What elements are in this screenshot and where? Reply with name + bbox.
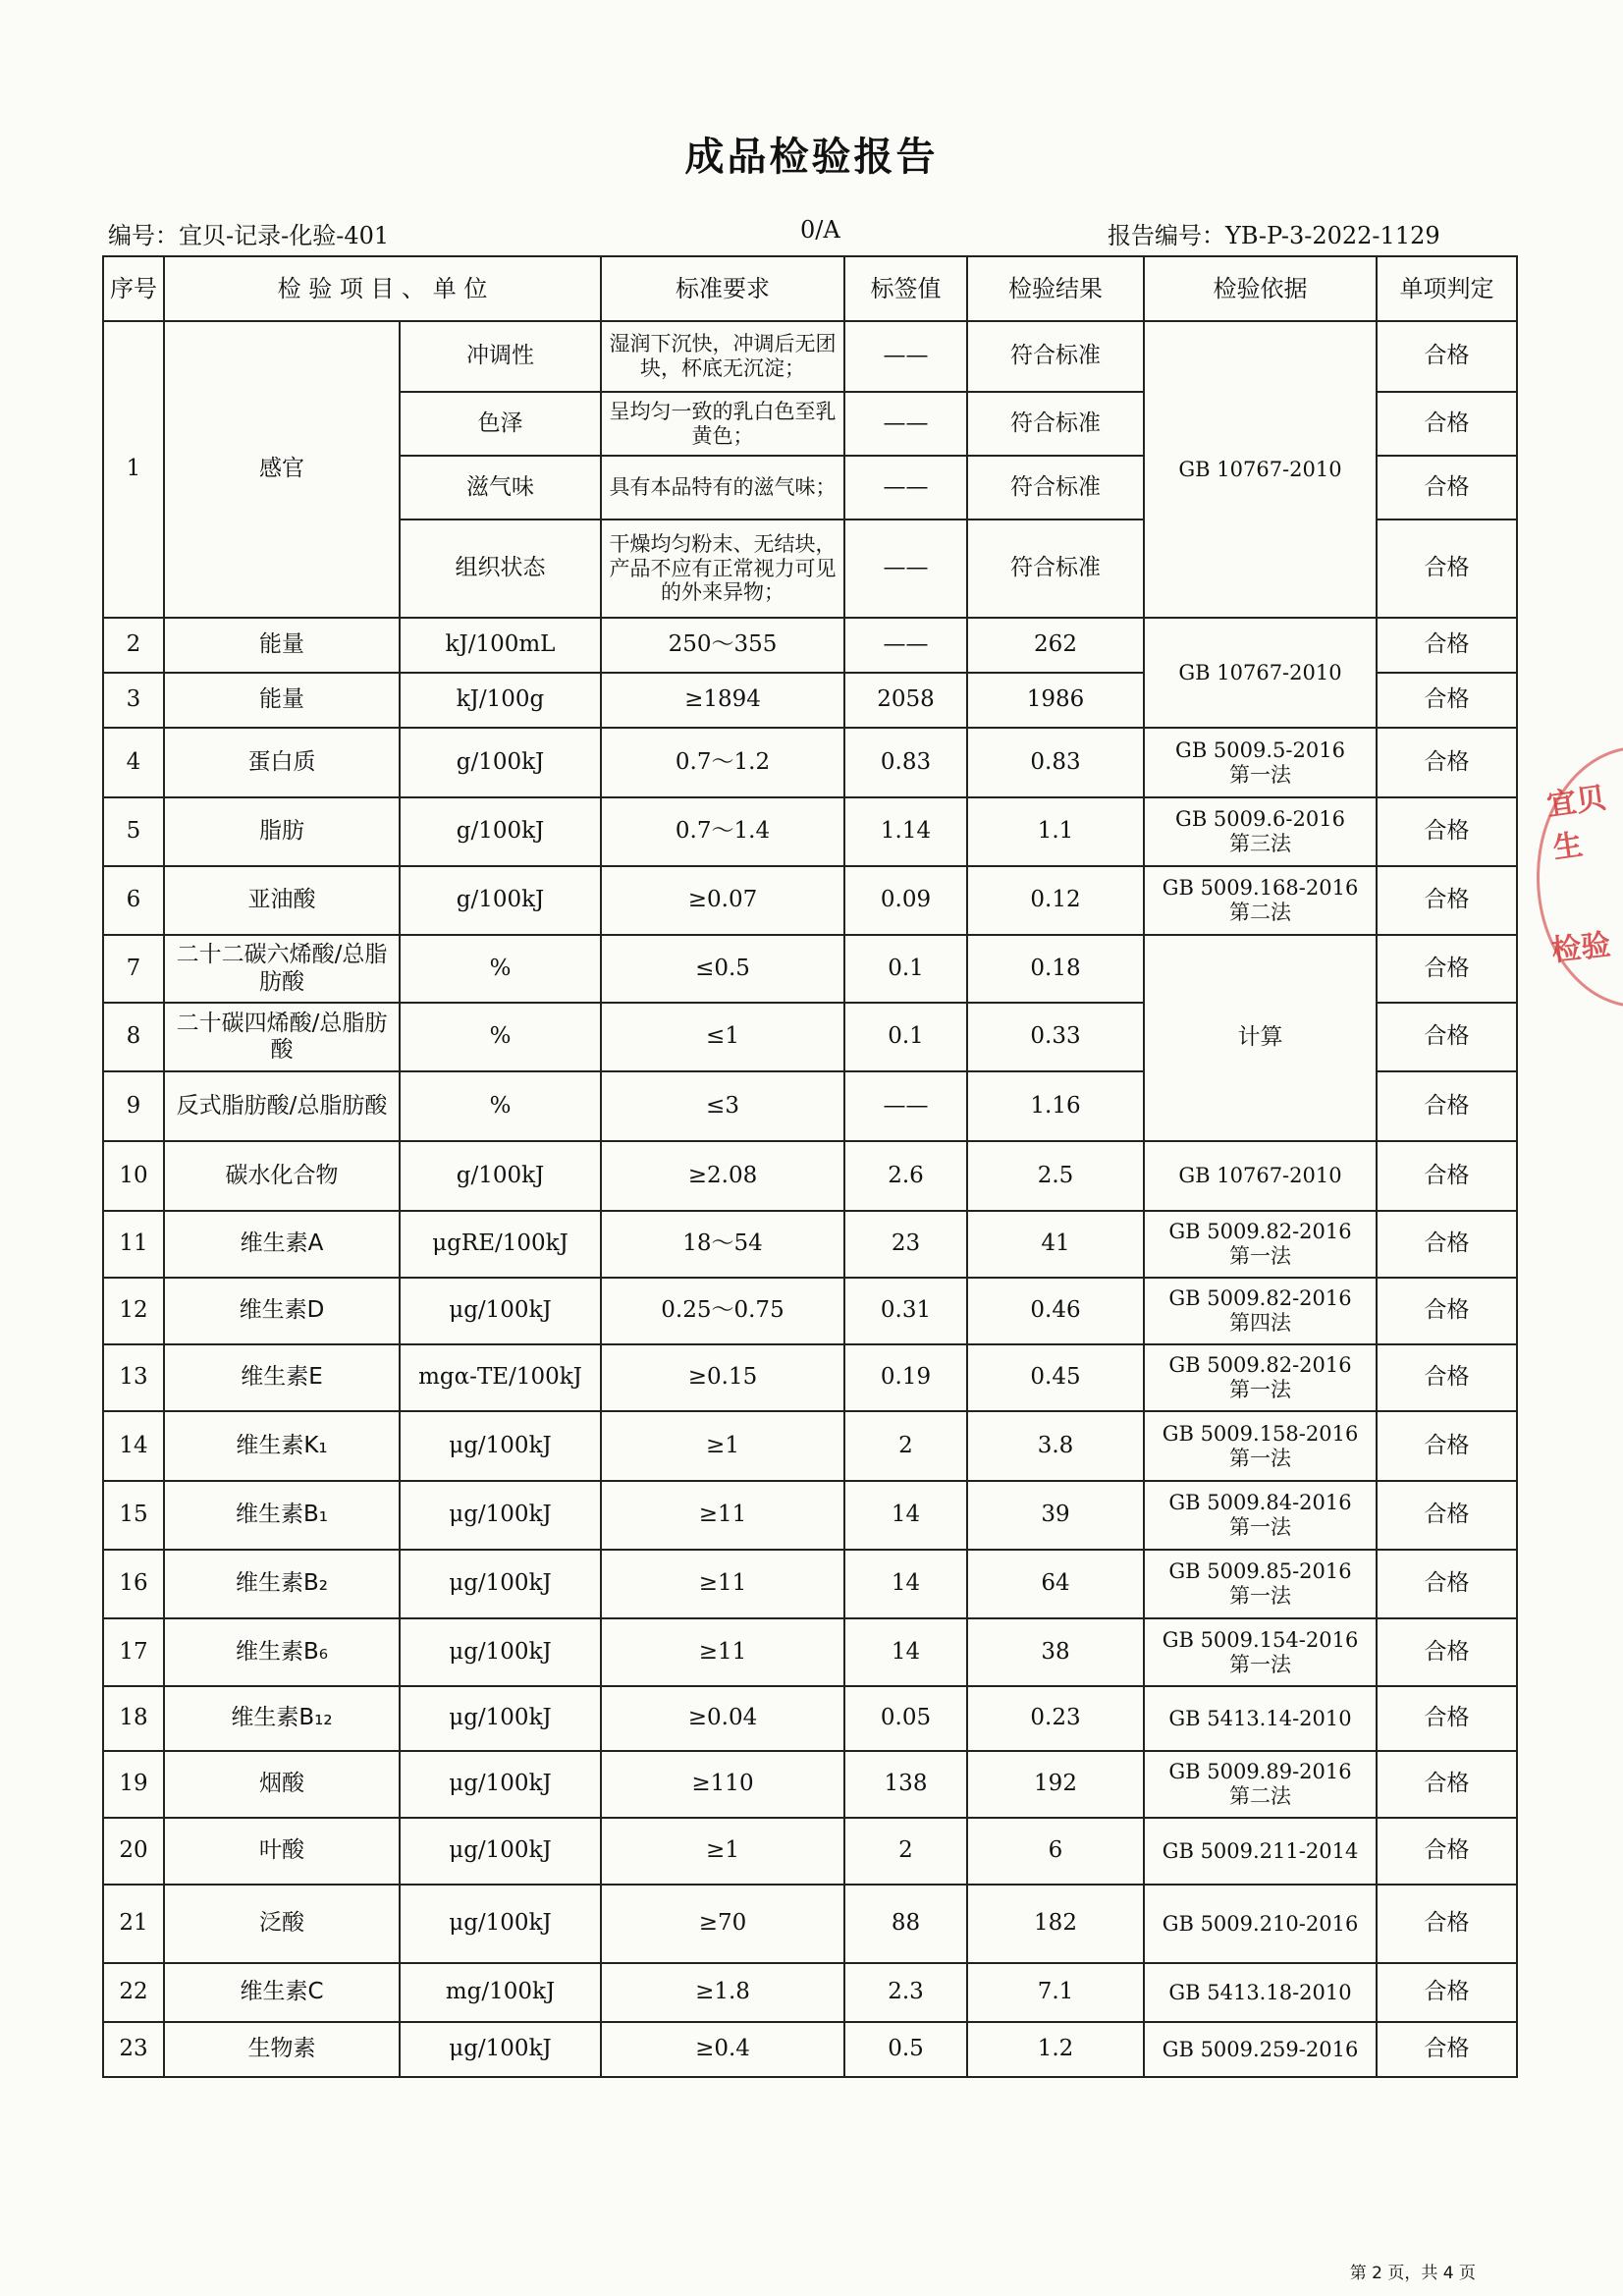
basis-standard: GB 5009.154-2016	[1162, 1627, 1359, 1652]
row-judgement: 合格	[1377, 1550, 1517, 1618]
row-item: 能量	[164, 673, 400, 728]
row-unit: μg/100kJ	[400, 1481, 601, 1550]
row-label-value: ——	[844, 519, 967, 618]
row-item: 维生素D	[164, 1278, 400, 1344]
row-result: 2.5	[967, 1141, 1144, 1211]
row-no: 15	[103, 1481, 164, 1550]
table-row	[103, 2022, 1517, 2077]
row-basis	[1144, 1751, 1377, 1818]
row-judgement: 合格	[1377, 392, 1517, 456]
row-basis	[1144, 1141, 1377, 1211]
table-row	[103, 321, 1517, 392]
basis-standard: GB 5009.5-2016	[1175, 738, 1345, 762]
row-label-value: 14	[844, 1618, 967, 1686]
row-unit: %	[400, 1003, 601, 1071]
row-label-value: 0.09	[844, 866, 967, 935]
row-label-value: 14	[844, 1550, 967, 1618]
table-row	[103, 1481, 1517, 1550]
row-unit: μg/100kJ	[400, 2022, 601, 2077]
row-item: 叶酸	[164, 1818, 400, 1885]
row-requirement: ≤3	[601, 1071, 844, 1141]
col-label-value: 标签值	[844, 256, 967, 321]
row-result: 符合标准	[967, 392, 1144, 456]
row-basis	[1144, 1344, 1377, 1411]
row-result: 192	[967, 1751, 1144, 1818]
basis-standard: GB 5009.82-2016	[1168, 1286, 1352, 1311]
row-judgement: 合格	[1377, 935, 1517, 1003]
row-no: 7	[103, 935, 164, 1003]
row-item: 二十二碳六烯酸/总脂肪酸	[164, 935, 400, 1003]
row-result: 3.8	[967, 1411, 1144, 1481]
row-requirement: 250～355	[601, 618, 844, 673]
row-requirement: 0.25～0.75	[601, 1278, 844, 1344]
table-row	[103, 1550, 1517, 1618]
row-no: 3	[103, 673, 164, 728]
row-result: 0.12	[967, 866, 1144, 935]
row-unit: %	[400, 1071, 601, 1141]
row-unit: μg/100kJ	[400, 1818, 601, 1885]
row-basis	[1144, 1885, 1377, 1963]
row-result: 0.33	[967, 1003, 1144, 1071]
row-item: 维生素B₁	[164, 1481, 400, 1550]
row-label-value: 0.31	[844, 1278, 967, 1344]
row-requirement: ≥1.8	[601, 1963, 844, 2022]
report-number: 报告编号：YB-P-3-2022-1129	[1108, 222, 1440, 249]
row-result: 38	[967, 1618, 1144, 1686]
row-unit: μg/100kJ	[400, 1686, 601, 1751]
row-item: 维生素B₂	[164, 1550, 400, 1618]
table-row	[103, 1885, 1517, 1963]
row-label-value: 88	[844, 1885, 967, 1963]
basis-standard: GB 5009.6-2016	[1175, 807, 1345, 832]
basis-standard: GB 5413.18-2010	[1168, 1980, 1352, 2004]
row-unit: kJ/100g	[400, 673, 601, 728]
basis-standard: GB 5009.84-2016	[1168, 1491, 1352, 1515]
row-item: 维生素K₁	[164, 1411, 400, 1481]
row-no: 19	[103, 1751, 164, 1818]
row-requirement: ≥2.08	[601, 1141, 844, 1211]
row-judgement: 合格	[1377, 1071, 1517, 1141]
row-judgement: 合格	[1377, 1751, 1517, 1818]
row-judgement: 合格	[1377, 728, 1517, 797]
col-requirement: 标准要求	[601, 256, 844, 321]
row-item: 反式脂肪酸/总脂肪酸	[164, 1071, 400, 1141]
row-unit: %	[400, 935, 601, 1003]
row-no: 4	[103, 728, 164, 797]
table-row	[103, 1618, 1517, 1686]
row-requirement: 18～54	[601, 1211, 844, 1278]
row-item: 二十碳四烯酸/总脂肪酸	[164, 1003, 400, 1071]
row-label-value: 138	[844, 1751, 967, 1818]
row-unit: g/100kJ	[400, 1141, 601, 1211]
col-basis: 检验依据	[1144, 256, 1377, 321]
row-item: 亚油酸	[164, 866, 400, 935]
row-requirement: ≥1	[601, 1411, 844, 1481]
basis-standard: GB 5009.89-2016	[1168, 1760, 1352, 1784]
row-no: 8	[103, 1003, 164, 1071]
basis-method: 第二法	[1229, 1784, 1291, 1808]
table-row	[103, 1963, 1517, 2022]
row-judgement: 合格	[1377, 797, 1517, 866]
row-judgement: 合格	[1377, 1411, 1517, 1481]
row-no: 14	[103, 1411, 164, 1481]
row-item: 泛酸	[164, 1885, 400, 1963]
row-result: 39	[967, 1481, 1144, 1550]
row-judgement: 合格	[1377, 321, 1517, 392]
row-no: 10	[103, 1141, 164, 1211]
row-requirement: ≤0.5	[601, 935, 844, 1003]
table-row	[103, 797, 1517, 866]
row-judgement: 合格	[1377, 456, 1517, 519]
row-unit: μgRE/100kJ	[400, 1211, 601, 1278]
row-judgement: 合格	[1377, 1003, 1517, 1071]
row-label-value: 0.1	[844, 1003, 967, 1071]
row-no: 22	[103, 1963, 164, 2022]
row-no: 12	[103, 1278, 164, 1344]
row-judgement: 合格	[1377, 1686, 1517, 1751]
row-label-value: 1.14	[844, 797, 967, 866]
stamp-text-inspection: 检验	[1549, 927, 1613, 969]
row-item: 蛋白质	[164, 728, 400, 797]
basis-method: 第一法	[1229, 1652, 1291, 1676]
row-no: 16	[103, 1550, 164, 1618]
row-unit: g/100kJ	[400, 797, 601, 866]
row-no: 9	[103, 1071, 164, 1141]
basis-method: 第一法	[1229, 1446, 1291, 1470]
row-judgement: 合格	[1377, 866, 1517, 935]
basis-standard: GB 10767-2010	[1178, 1164, 1342, 1188]
row-unit: μg/100kJ	[400, 1751, 601, 1818]
row-result: 1.1	[967, 797, 1144, 866]
row-label-value: ——	[844, 392, 967, 456]
basis-standard: GB 5009.211-2014	[1162, 1838, 1359, 1863]
row-requirement: ≥1	[601, 1818, 844, 1885]
table-row	[103, 1141, 1517, 1211]
row-result: 1.16	[967, 1071, 1144, 1141]
row-requirement: 具有本品特有的滋气味；	[601, 456, 844, 519]
row-judgement: 合格	[1377, 1885, 1517, 1963]
row-item: 维生素C	[164, 1963, 400, 2022]
row-label-value: ——	[844, 1071, 967, 1141]
row-no: 21	[103, 1885, 164, 1963]
record-number: 编号：宜贝-记录-化验-401	[108, 222, 390, 249]
row-basis	[1144, 866, 1377, 935]
row-label-value: 0.19	[844, 1344, 967, 1411]
row-judgement: 合格	[1377, 618, 1517, 673]
row-requirement: ≥11	[601, 1481, 844, 1550]
basis-standard: GB 5009.168-2016	[1162, 876, 1359, 901]
row-judgement: 合格	[1377, 1481, 1517, 1550]
row-basis	[1144, 1278, 1377, 1344]
row-result: 0.83	[967, 728, 1144, 797]
basis-method: 第一法	[1229, 1378, 1291, 1401]
row-requirement: 0.7～1.2	[601, 728, 844, 797]
basis-standard: GB 5009.85-2016	[1168, 1559, 1352, 1584]
basis-standard: GB 5009.158-2016	[1162, 1421, 1359, 1446]
table-row	[103, 1818, 1517, 1885]
row-label-value: ——	[844, 456, 967, 519]
row-result: 0.23	[967, 1686, 1144, 1751]
row-basis	[1144, 797, 1377, 866]
row-label-value: 0.83	[844, 728, 967, 797]
row-basis	[1144, 1818, 1377, 1885]
row-basis	[1144, 1211, 1377, 1278]
basis-standard: GB 5009.259-2016	[1162, 2037, 1359, 2061]
row-requirement: 湿润下沉快，冲调后无团块，杯底无沉淀；	[601, 321, 844, 392]
basis-method: 第一法	[1229, 1515, 1291, 1539]
row-subitem: 滋气味	[400, 456, 601, 519]
row-no: 23	[103, 2022, 164, 2077]
row-basis	[1144, 728, 1377, 797]
row-result: 0.45	[967, 1344, 1144, 1411]
row-no: 1	[103, 321, 164, 618]
row-label-value: ——	[844, 321, 967, 392]
row-item: 能量	[164, 618, 400, 673]
row-label-value: 0.05	[844, 1686, 967, 1751]
row-label-value: 14	[844, 1481, 967, 1550]
row-label-value: 0.5	[844, 2022, 967, 2077]
row-basis	[1144, 1550, 1377, 1618]
row-no: 18	[103, 1686, 164, 1751]
table-row	[103, 866, 1517, 935]
basis-method: 第二法	[1229, 901, 1291, 924]
basis-method: 第一法	[1229, 762, 1291, 787]
col-no: 序号	[103, 256, 164, 321]
row-unit: mg/100kJ	[400, 1963, 601, 2022]
basis-standard: GB 5413.14-2010	[1168, 1706, 1352, 1730]
row-result: 6	[967, 1818, 1144, 1885]
row-judgement: 合格	[1377, 1278, 1517, 1344]
row-subitem: 冲调性	[400, 321, 601, 392]
inspection-table	[102, 255, 1518, 2078]
row-judgement: 合格	[1377, 1818, 1517, 1885]
row-no: 17	[103, 1618, 164, 1686]
row-no: 5	[103, 797, 164, 866]
row-label-value: 2058	[844, 673, 967, 728]
row-result: 符合标准	[967, 456, 1144, 519]
row-requirement: ≥0.4	[601, 2022, 844, 2077]
row-requirement: ≥0.04	[601, 1686, 844, 1751]
row-item: 感官	[164, 321, 400, 618]
row-judgement: 合格	[1377, 1618, 1517, 1686]
table-row	[103, 728, 1517, 797]
row-item: 维生素B₆	[164, 1618, 400, 1686]
basis-method: 第四法	[1229, 1311, 1291, 1335]
row-item: 生物素	[164, 2022, 400, 2077]
row-result: 64	[967, 1550, 1144, 1618]
row-item: 碳水化合物	[164, 1141, 400, 1211]
row-label-value: 23	[844, 1211, 967, 1278]
row-result: 1.2	[967, 2022, 1144, 2077]
row-requirement: ≥11	[601, 1618, 844, 1686]
row-unit: g/100kJ	[400, 866, 601, 935]
row-basis	[1144, 1481, 1377, 1550]
row-result: 7.1	[967, 1963, 1144, 2022]
row-unit: μg/100kJ	[400, 1278, 601, 1344]
row-judgement: 合格	[1377, 1211, 1517, 1278]
row-no: 13	[103, 1344, 164, 1411]
page-footer: 第 2 页，共 4 页	[1349, 2264, 1476, 2283]
row-judgement: 合格	[1377, 673, 1517, 728]
row-unit: g/100kJ	[400, 728, 601, 797]
row-judgement: 合格	[1377, 1141, 1517, 1211]
table-row	[103, 1751, 1517, 1818]
row-judgement: 合格	[1377, 1344, 1517, 1411]
basis-method: 第一法	[1229, 1584, 1291, 1608]
basis-standard: GB 5009.82-2016	[1168, 1353, 1352, 1378]
row-basis: GB 10767-2010	[1144, 618, 1377, 728]
col-result: 检验结果	[967, 256, 1144, 321]
table-row	[103, 618, 1517, 673]
col-item: 检 验 项 目 、 单 位	[164, 256, 601, 321]
row-no: 6	[103, 866, 164, 935]
row-judgement: 合格	[1377, 2022, 1517, 2077]
row-result: 41	[967, 1211, 1144, 1278]
row-item: 烟酸	[164, 1751, 400, 1818]
basis-method: 第三法	[1229, 832, 1291, 855]
row-unit: kJ/100mL	[400, 618, 601, 673]
row-result: 符合标准	[967, 321, 1144, 392]
col-judgement: 单项判定	[1377, 256, 1517, 321]
row-no: 11	[103, 1211, 164, 1278]
row-requirement: 干燥均匀粉末、无结块，产品不应有正常视力可见的外来异物；	[601, 519, 844, 618]
row-requirement: ≥70	[601, 1885, 844, 1963]
row-requirement: ≤1	[601, 1003, 844, 1071]
row-basis	[1144, 2022, 1377, 2077]
page-title: 成品检验报告	[684, 135, 939, 180]
row-unit: μg/100kJ	[400, 1411, 601, 1481]
row-subitem: 色泽	[400, 392, 601, 456]
row-label-value: 2.3	[844, 1963, 967, 2022]
row-subitem: 组织状态	[400, 519, 601, 618]
row-requirement: ≥0.15	[601, 1344, 844, 1411]
row-result: 0.18	[967, 935, 1144, 1003]
row-label-value: 0.1	[844, 935, 967, 1003]
row-item: 维生素B₁₂	[164, 1686, 400, 1751]
table-row	[103, 935, 1517, 1003]
row-basis	[1144, 1963, 1377, 2022]
row-requirement: ≥0.07	[601, 866, 844, 935]
row-judgement: 合格	[1377, 1963, 1517, 2022]
row-item: 维生素A	[164, 1211, 400, 1278]
row-basis: GB 10767-2010	[1144, 321, 1377, 618]
row-requirement: ≥1894	[601, 673, 844, 728]
row-result: 182	[967, 1885, 1144, 1963]
basis-method: 第一法	[1229, 1244, 1291, 1268]
row-unit: μg/100kJ	[400, 1618, 601, 1686]
stamp-text-company: 宜贝生	[1544, 781, 1608, 866]
row-label-value: 2	[844, 1818, 967, 1885]
row-item: 维生素E	[164, 1344, 400, 1411]
row-judgement: 合格	[1377, 519, 1517, 618]
table-row	[103, 1278, 1517, 1344]
table-row	[103, 1211, 1517, 1278]
row-result: 1986	[967, 673, 1144, 728]
row-basis: 计算	[1144, 935, 1377, 1141]
row-basis	[1144, 1411, 1377, 1481]
row-requirement: ≥110	[601, 1751, 844, 1818]
row-unit: μg/100kJ	[400, 1885, 601, 1963]
row-requirement: 呈均匀一致的乳白色至乳黄色；	[601, 392, 844, 456]
row-basis	[1144, 1618, 1377, 1686]
row-basis	[1144, 1686, 1377, 1751]
row-no: 2	[103, 618, 164, 673]
basis-standard: GB 5009.82-2016	[1168, 1220, 1352, 1244]
table-row	[103, 1686, 1517, 1751]
table-row	[103, 1411, 1517, 1481]
row-result: 符合标准	[967, 519, 1144, 618]
row-unit: μg/100kJ	[400, 1550, 601, 1618]
row-result: 262	[967, 618, 1144, 673]
row-result: 0.46	[967, 1278, 1144, 1344]
row-requirement: 0.7～1.4	[601, 797, 844, 866]
row-unit: mgα-TE/100kJ	[400, 1344, 601, 1411]
row-no: 20	[103, 1818, 164, 1885]
basis-standard: GB 5009.210-2016	[1162, 1911, 1359, 1936]
row-label-value: 2	[844, 1411, 967, 1481]
row-label-value: 2.6	[844, 1141, 967, 1211]
row-label-value: ——	[844, 618, 967, 673]
header-row	[103, 256, 1517, 321]
table-row	[103, 1344, 1517, 1411]
row-requirement: ≥11	[601, 1550, 844, 1618]
row-item: 脂肪	[164, 797, 400, 866]
version: 0/A	[800, 216, 840, 244]
